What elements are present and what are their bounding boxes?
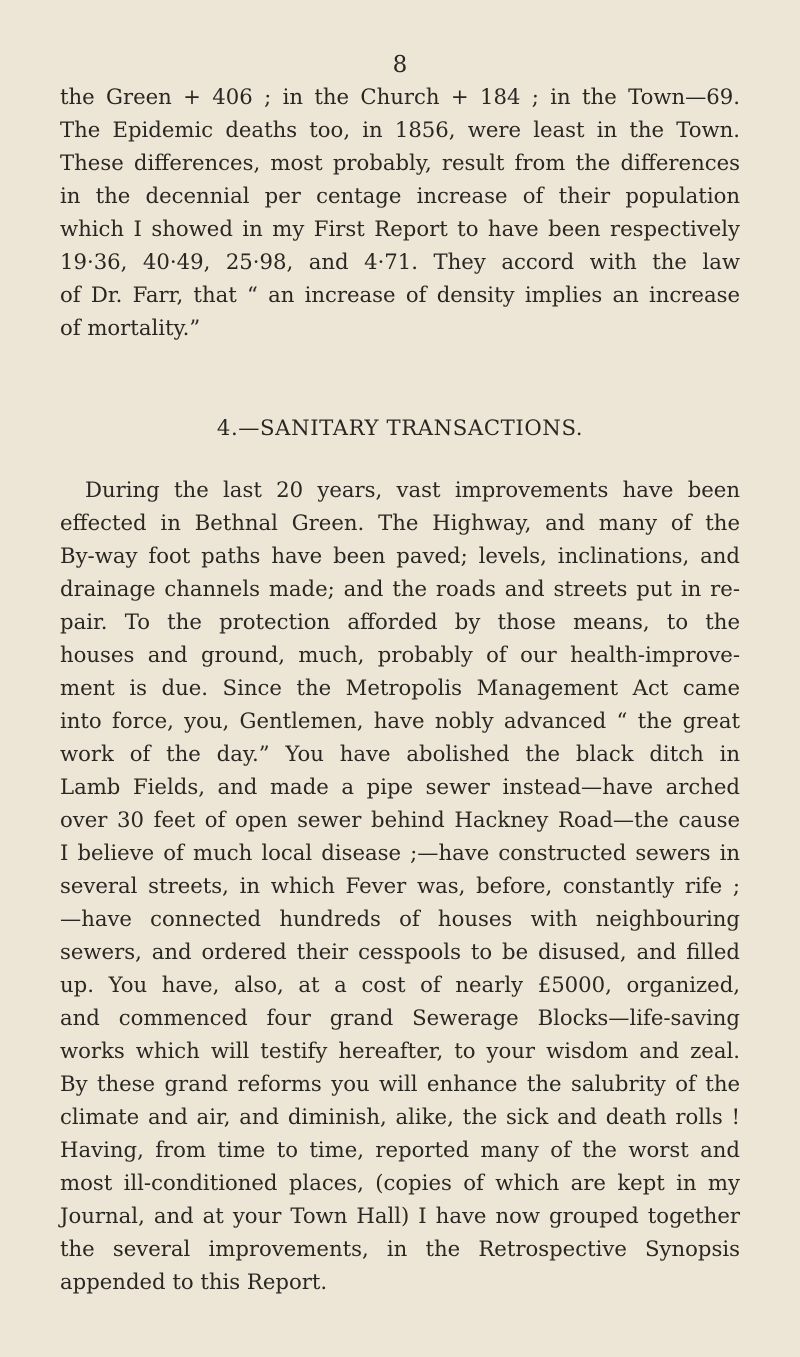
text-line: over 30 feet of open sewer behind Hackney Road—the cause [60, 807, 740, 832]
text-line: drainage channels made; and the roads and streets put in re- [60, 576, 740, 601]
text-line: By these grand reforms you will enhance the salubrity of the [60, 1071, 740, 1096]
text-line: works which will testify hereafter, to your wisdom and zeal. [60, 1038, 740, 1063]
text-line: pair. To the protection afforded by those means, to the [60, 609, 740, 634]
text-line: into force, you, Gentlemen, have nobly advanced “ the great [60, 708, 740, 733]
text-line: the several improvements, in the Retrospective Synopsis [60, 1236, 740, 1261]
text-line: houses and ground, much, probably of our health-improve- [60, 642, 740, 667]
text-line: appended to this Report. [60, 1269, 328, 1294]
text-line: of mortality.” [60, 315, 201, 340]
text-line: The Epidemic deaths too, in 1856, were least in the Town. [60, 117, 740, 142]
text-line: up. You have, also, at a cost of nearly £5000, organized, [60, 972, 740, 997]
text-line: I believe of much local disease ;—have constructed sewers in [60, 840, 740, 865]
text-line: the Green + 406 ; in the Church + 184 ; in the Town—69. [60, 84, 740, 109]
text-line: By-way foot paths have been paved; levels, inclinations, and [60, 543, 740, 568]
paragraph-mortality-differences [60, 80, 740, 344]
text-line: During the last 20 years, vast improvements have been [85, 477, 740, 502]
text-line: Lamb Fields, and made a pipe sewer instead—have arched [60, 774, 740, 799]
section-heading: 4.—SANITARY TRANSACTIONS. [216, 415, 584, 440]
text-line: most ill-conditioned places, (copies of which are kept in my [60, 1170, 740, 1195]
text-line: Journal, and at your Town Hall) I have now grouped together [60, 1203, 740, 1228]
text-line: which I showed in my First Report to have been respectively [60, 216, 740, 241]
text-line: sewers, and ordered their cesspools to be disused, and filled [60, 939, 740, 964]
text-line: effected in Bethnal Green. The Highway, and many of the [60, 510, 740, 535]
text-line: —have connected hundreds of houses with neighbouring [60, 906, 740, 931]
text-line: in the decennial per centage increase of their population [60, 183, 740, 208]
text-line: work of the day.” You have abolished the black ditch in [60, 741, 740, 766]
text-line: several streets, in which Fever was, before, constantly rife ; [60, 873, 740, 898]
text-line: These differences, most probably, result from the differences [60, 150, 740, 175]
text-line: ment is due. Since the Metropolis Management Act came [60, 675, 740, 700]
text-line: 19·36, 40·49, 25·98, and 4·71. They accord with the law [60, 249, 740, 274]
paragraph-sanitary-transactions [60, 473, 740, 1298]
text-line: of Dr. Farr, that “ an increase of density implies an increase [60, 282, 740, 307]
page-number: 8 [392, 52, 408, 78]
text-line: climate and air, and diminish, alike, the sick and death rolls ! [60, 1104, 740, 1129]
text-line: and commenced four grand Sewerage Blocks—life-saving [60, 1005, 740, 1030]
text-line: Having, from time to time, reported many of the worst and [60, 1137, 740, 1162]
